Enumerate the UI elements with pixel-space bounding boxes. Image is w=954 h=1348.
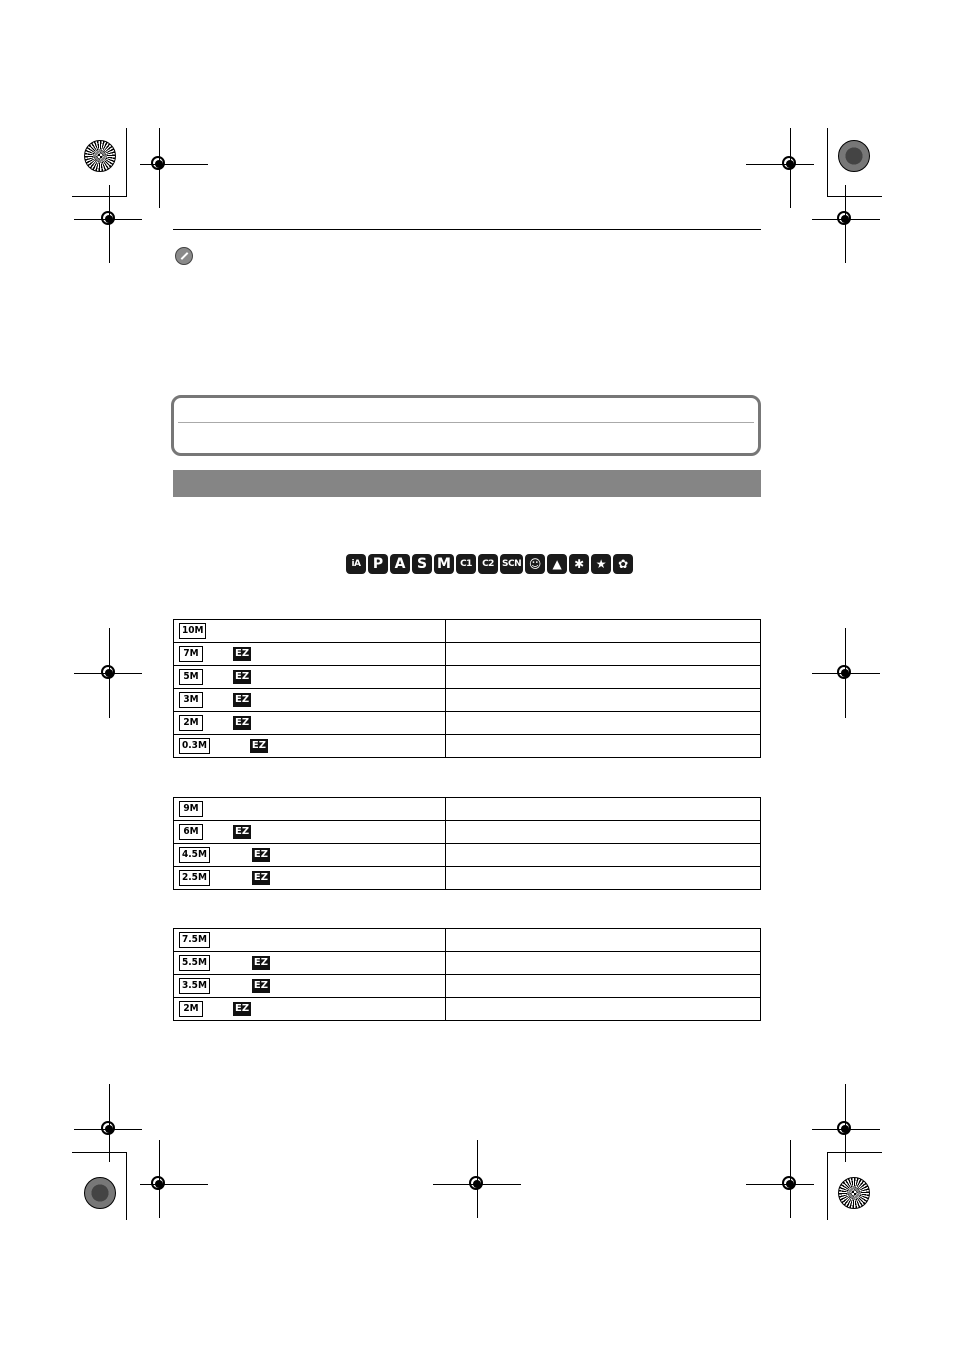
custom-1-mode-icon: C1	[456, 554, 476, 574]
extended-zoom-icon: EZ	[235, 694, 250, 705]
picture-size-table-3-2	[173, 797, 761, 890]
extended-zoom-icon: EZ	[253, 849, 268, 860]
crop-line	[74, 673, 142, 674]
extended-zoom-icon: EZ	[235, 671, 250, 682]
header-rule	[173, 229, 761, 230]
picture-size-badge: 7.5M	[179, 932, 210, 948]
extended-zoom-icon: EZ	[253, 957, 268, 968]
scene-mode-icon: SCN	[500, 554, 523, 574]
picture-size-table-16-9	[173, 928, 761, 1021]
crop-line	[827, 196, 882, 197]
program-mode-icon: P	[368, 554, 388, 574]
extended-zoom-icon: EZ	[253, 872, 268, 883]
picture-size-badge: 0.3M	[179, 738, 210, 754]
crop-line	[140, 164, 208, 165]
crop-line	[126, 1152, 127, 1220]
table-row	[174, 689, 761, 712]
crop-line	[812, 1129, 880, 1130]
table-row	[174, 735, 761, 758]
crop-line	[812, 219, 880, 220]
crop-line	[159, 128, 160, 208]
crop-line	[109, 1084, 110, 1162]
applicable-modes-row	[346, 554, 633, 574]
shutter-priority-mode-icon: S	[412, 554, 432, 574]
close-up-icon: ✿	[613, 554, 633, 574]
crop-line	[827, 128, 828, 196]
crop-line	[790, 1140, 791, 1218]
picture-size-badge: 9M	[179, 801, 203, 817]
manual-mode-icon: M	[434, 554, 454, 574]
picture-size-badge: 3M	[179, 692, 203, 708]
table-row	[174, 643, 761, 666]
picture-size-badge: 2.5M	[179, 870, 210, 886]
aperture-priority-mode-icon: A	[390, 554, 410, 574]
crop-line	[72, 1152, 127, 1153]
picture-size-badge: 5M	[179, 669, 203, 685]
extended-zoom-icon: EZ	[235, 648, 250, 659]
picture-size-badge: 5.5M	[179, 955, 210, 971]
intelligent-auto-mode-icon: iA	[346, 554, 366, 574]
table-row	[174, 798, 761, 821]
crop-line	[746, 1184, 814, 1185]
picture-size-badge: 10M	[179, 623, 206, 639]
registration-wheel-top-right	[838, 140, 870, 172]
night-portrait-icon: ★	[591, 554, 611, 574]
extended-zoom-icon: EZ	[235, 1003, 250, 1014]
picture-size-badge: 3.5M	[179, 978, 210, 994]
crop-line	[845, 1084, 846, 1162]
frame-divider	[178, 422, 754, 423]
table-row	[174, 975, 761, 998]
crop-line	[433, 1184, 521, 1185]
extended-zoom-icon: EZ	[235, 826, 250, 837]
picture-size-table-4-3	[173, 619, 761, 758]
crop-line	[109, 185, 110, 263]
registration-wheel-bottom-left	[84, 1177, 116, 1209]
crop-line	[159, 1140, 160, 1218]
table-row	[174, 712, 761, 735]
crop-line	[140, 1184, 208, 1185]
crop-line	[74, 219, 142, 220]
table-row	[174, 844, 761, 867]
portrait-icon: ☺	[525, 554, 545, 574]
crop-line	[827, 1152, 828, 1220]
crop-line	[746, 164, 814, 165]
table-row	[174, 952, 761, 975]
note-icon	[175, 247, 193, 265]
crop-line	[790, 128, 791, 208]
crop-line	[845, 185, 846, 263]
extended-zoom-icon: EZ	[235, 717, 250, 728]
table-row	[174, 998, 761, 1021]
extended-zoom-icon: EZ	[253, 980, 268, 991]
crop-line	[812, 673, 880, 674]
section-heading-bar	[173, 470, 761, 497]
extended-zoom-icon: EZ	[251, 740, 266, 751]
table-row	[174, 867, 761, 890]
picture-size-badge: 2M	[179, 715, 203, 731]
registration-wheel-bottom-right	[838, 1177, 870, 1209]
picture-size-badge: 4.5M	[179, 847, 210, 863]
crop-line	[74, 1129, 142, 1130]
crop-line	[827, 1152, 882, 1153]
scenery-icon: ▲	[547, 554, 567, 574]
crop-line	[126, 128, 127, 196]
custom-2-mode-icon: C2	[478, 554, 498, 574]
table-row	[174, 821, 761, 844]
picture-size-badge: 7M	[179, 646, 203, 662]
table-row	[174, 620, 761, 643]
crop-line	[477, 1140, 478, 1218]
sports-icon: ✱	[569, 554, 589, 574]
registration-wheel-top-left	[84, 140, 116, 172]
crop-line	[72, 196, 127, 197]
picture-size-badge: 2M	[179, 1001, 203, 1017]
menu-frame-box	[171, 395, 761, 456]
table-row	[174, 666, 761, 689]
table-row	[174, 929, 761, 952]
picture-size-badge: 6M	[179, 824, 203, 840]
